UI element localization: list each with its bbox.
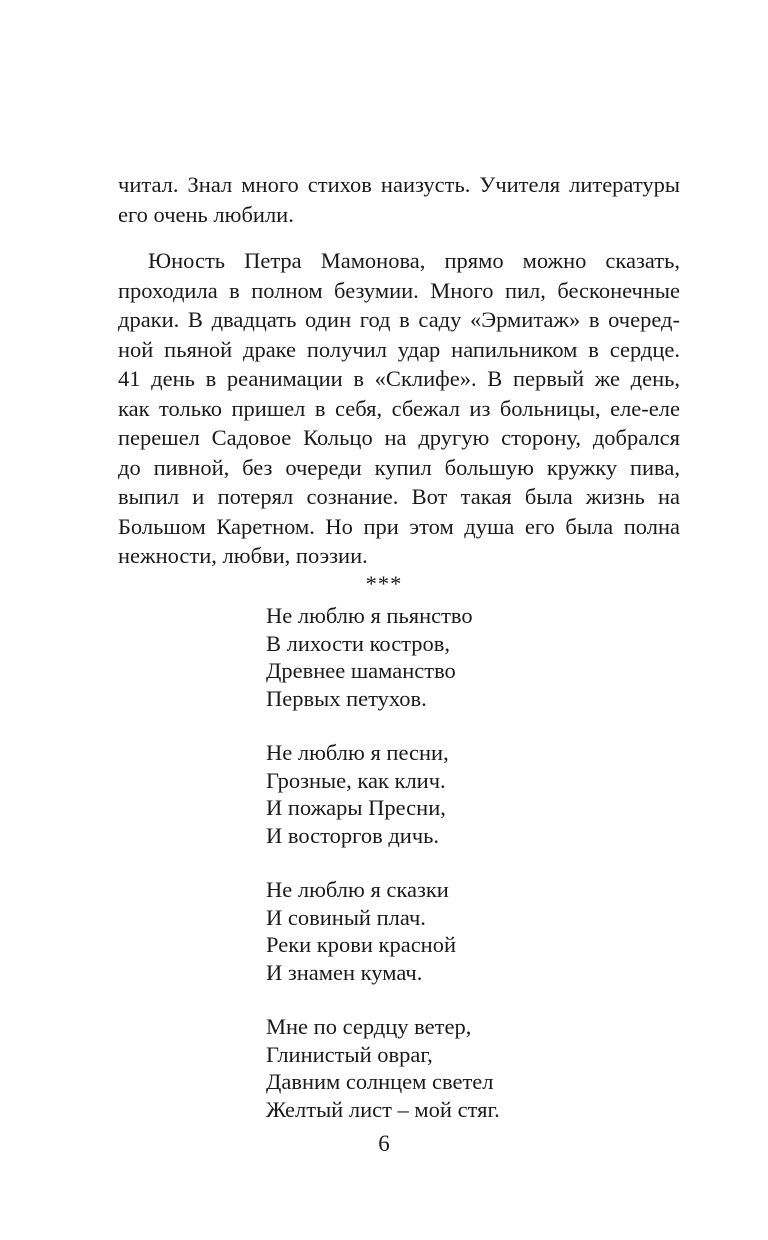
poem-stanza-2 [266,739,646,849]
page-number: 6 [378,1131,390,1156]
poem-line: Реки крови красной [266,932,457,957]
text-line: перешел Садовое Кольцо на другую сторону, добрался [118,425,680,450]
text-line: как только пришел в себя, сбежал из больницы, еле-еле [118,395,680,421]
poem-stanza-4 [266,1013,646,1123]
poem-line: В лихости костров, [266,630,451,656]
poem-line: Мне по сердцу ветер, [266,1014,472,1039]
text-line: читал. Знал много стихов наизусть. Учителя литературы [118,172,680,197]
text-line: драки. В двадцать один год в саду «Эрмитаж» в очеред- [118,307,680,332]
poem-line: Не люблю я песни, [266,740,449,765]
poem [266,602,646,1150]
poem-line: И пожары Пресни, [266,795,446,820]
poem-line: Первых петухов. [266,685,427,711]
text-line: Юность Петра Мамонова, прямо можно сказать, [148,248,680,273]
poem-line: Не люблю я сказки [266,877,449,902]
text-line: Большом Каретном. Но при этом душа его была полна [118,513,680,539]
text-line: ной пьяной драке получил удар напильником в сердце. [118,336,680,362]
poem-line: Давним солнцем светел [266,1069,494,1094]
text-line: нежности, любви, поэзии. [118,543,368,568]
text-line: его очень любили. [118,201,294,227]
poem-line: Желтый лист – мой стяг. [266,1096,500,1122]
poem-line: Грозные, как клич. [266,767,446,793]
text-line: выпил и потерял сознание. Вот такая была жизнь на [118,484,680,509]
poem-line: Глинистый овраг, [266,1041,433,1067]
text-line: до пивной, без очереди купил большую кружку пива, [118,454,680,480]
paragraph-2 [118,246,680,571]
text-line: 41 день в реанимации в «Склифе». В первый же день, [118,366,680,391]
paragraph-1 [118,170,680,229]
poem-line: И совиный плач. [266,904,426,930]
poem-line: Древнее шаманство [266,658,456,683]
poem-stanza-1 [266,602,646,712]
poem-stanza-3 [266,876,646,986]
poem-separator: *** [365,571,403,596]
poem-line: И восторгов дичь. [266,822,440,848]
poem-line: И знамен кумач. [266,959,423,985]
poem-line: Не люблю я пьянство [266,603,473,628]
text-line: проходила в полном безумии. Много пил, бесконечные [118,277,680,303]
